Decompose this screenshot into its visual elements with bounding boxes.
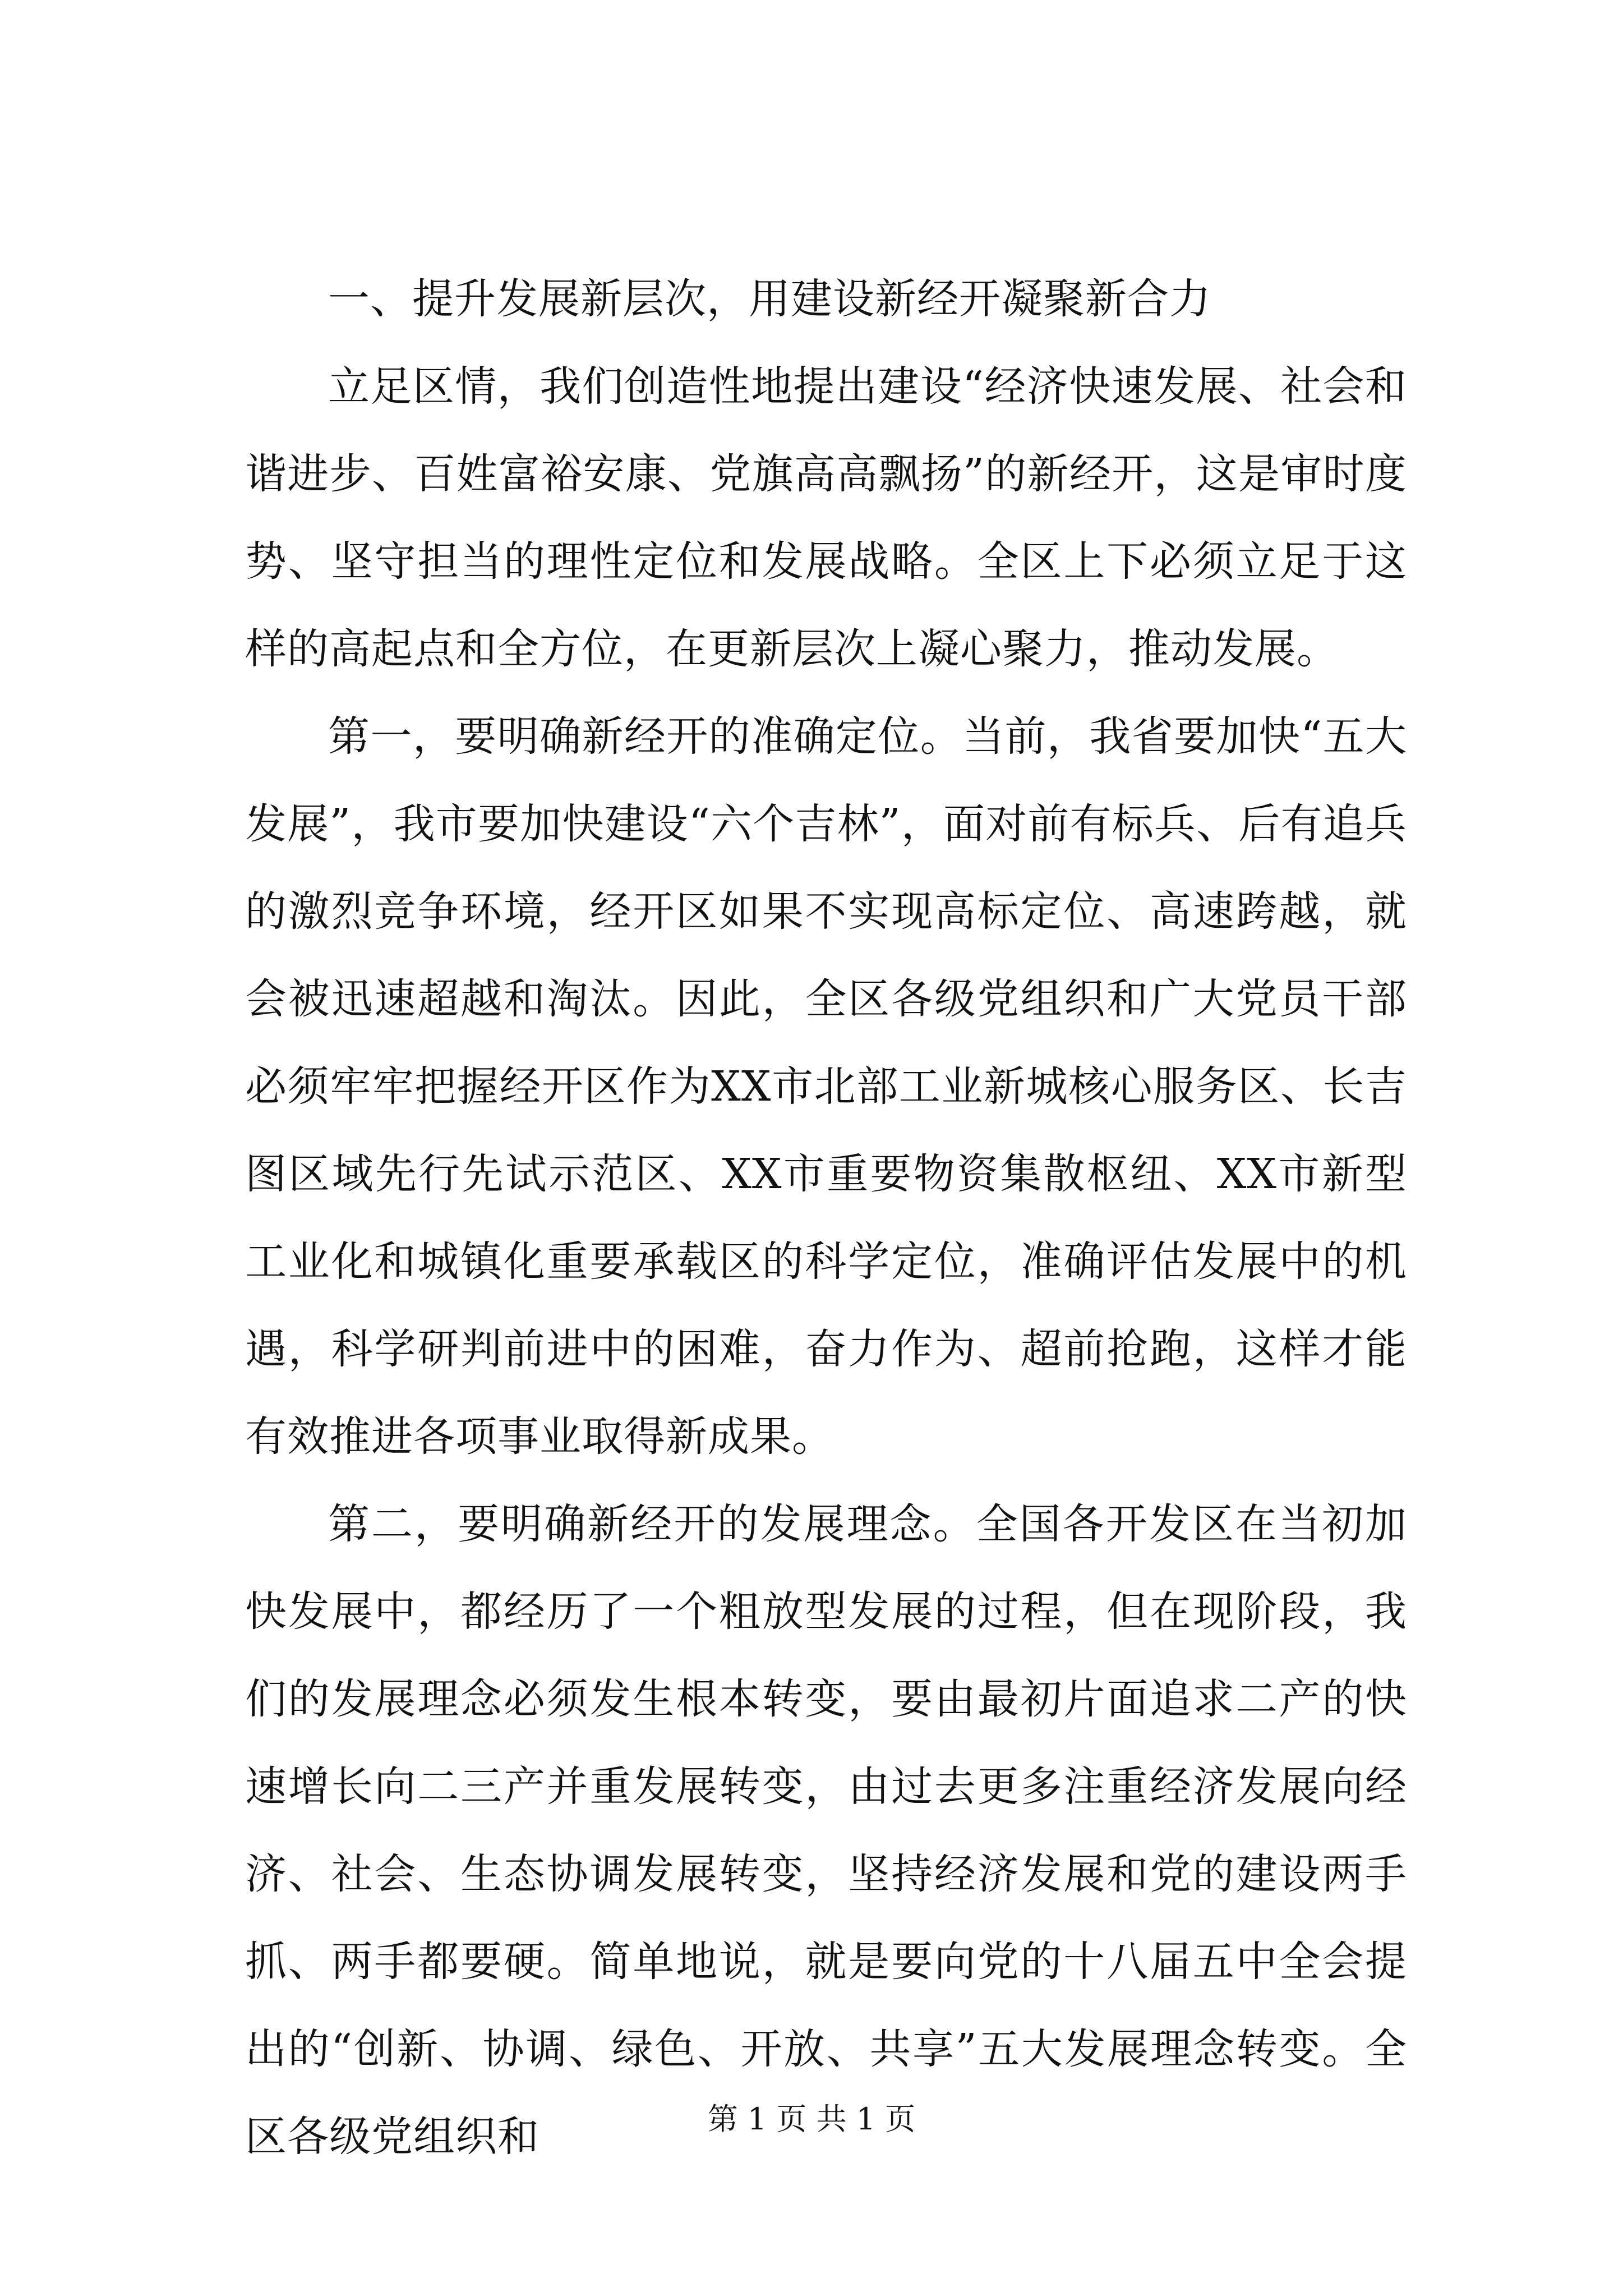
paragraph-intro: 立足区情，我们创造性地提出建设“经济快速发展、社会和谐进步、百姓富裕安康、党旗高高飘扬”的新经开，这是审时度势、坚守担当的理性定位和发展战略。全区上下必须立足于这样的高起点和全方位，在更新层次上凝心聚力，推动发展。 (245, 362, 1407, 673)
document-body (245, 255, 1407, 2180)
section-heading: 一、提升发展新层次，用建设新经开凝聚新合力 (328, 275, 1211, 323)
page-footer (0, 2097, 1623, 2142)
paragraph-second-point: 第二，要明确新经开的发展理念。全国各开发区在当初加快发展中，都经历了一个粗放型发展的过程，但在现阶段，我们的发展理念必须发生根本转变，要由最初片面追求二产的快速增长向二三产并重发展转变，由过去更多注重经济发展向经济、社会、生态协调发展转变，坚持经济发展和党的建设两手抓、两手都要硬。简单地说，就是要向党的十八届五中全会提出的“创新、协调、绿色、开放、共享”五大发展理念转变。全区各级党组织和 (245, 1500, 1407, 2161)
page-number-label: 第 1 页 共 1 页 (707, 2101, 916, 2137)
paragraph-first-point: 第一，要明确新经开的准确定位。当前，我省要加快“五大发展”，我市要加快建设“六个吉林”，面对前有标兵、后有追兵的激烈竞争环境，经开区如果不实现高标定位、高速跨越，就会被迅速超越和淘汰。因此，全区各级党组织和广大党员干部必须牢牢把握经开区作为XX市北部工业新城核心服务区、长吉图区域先行先试示范区、XX市重要物资集散枢纽、XX市新型工业化和城镇化重要承载区的科学定位，准确评估发展中的机遇，科学研判前进中的困难，奋力作为、超前抢跑，这样才能有效推进各项事业取得新成果。 (245, 712, 1407, 1461)
